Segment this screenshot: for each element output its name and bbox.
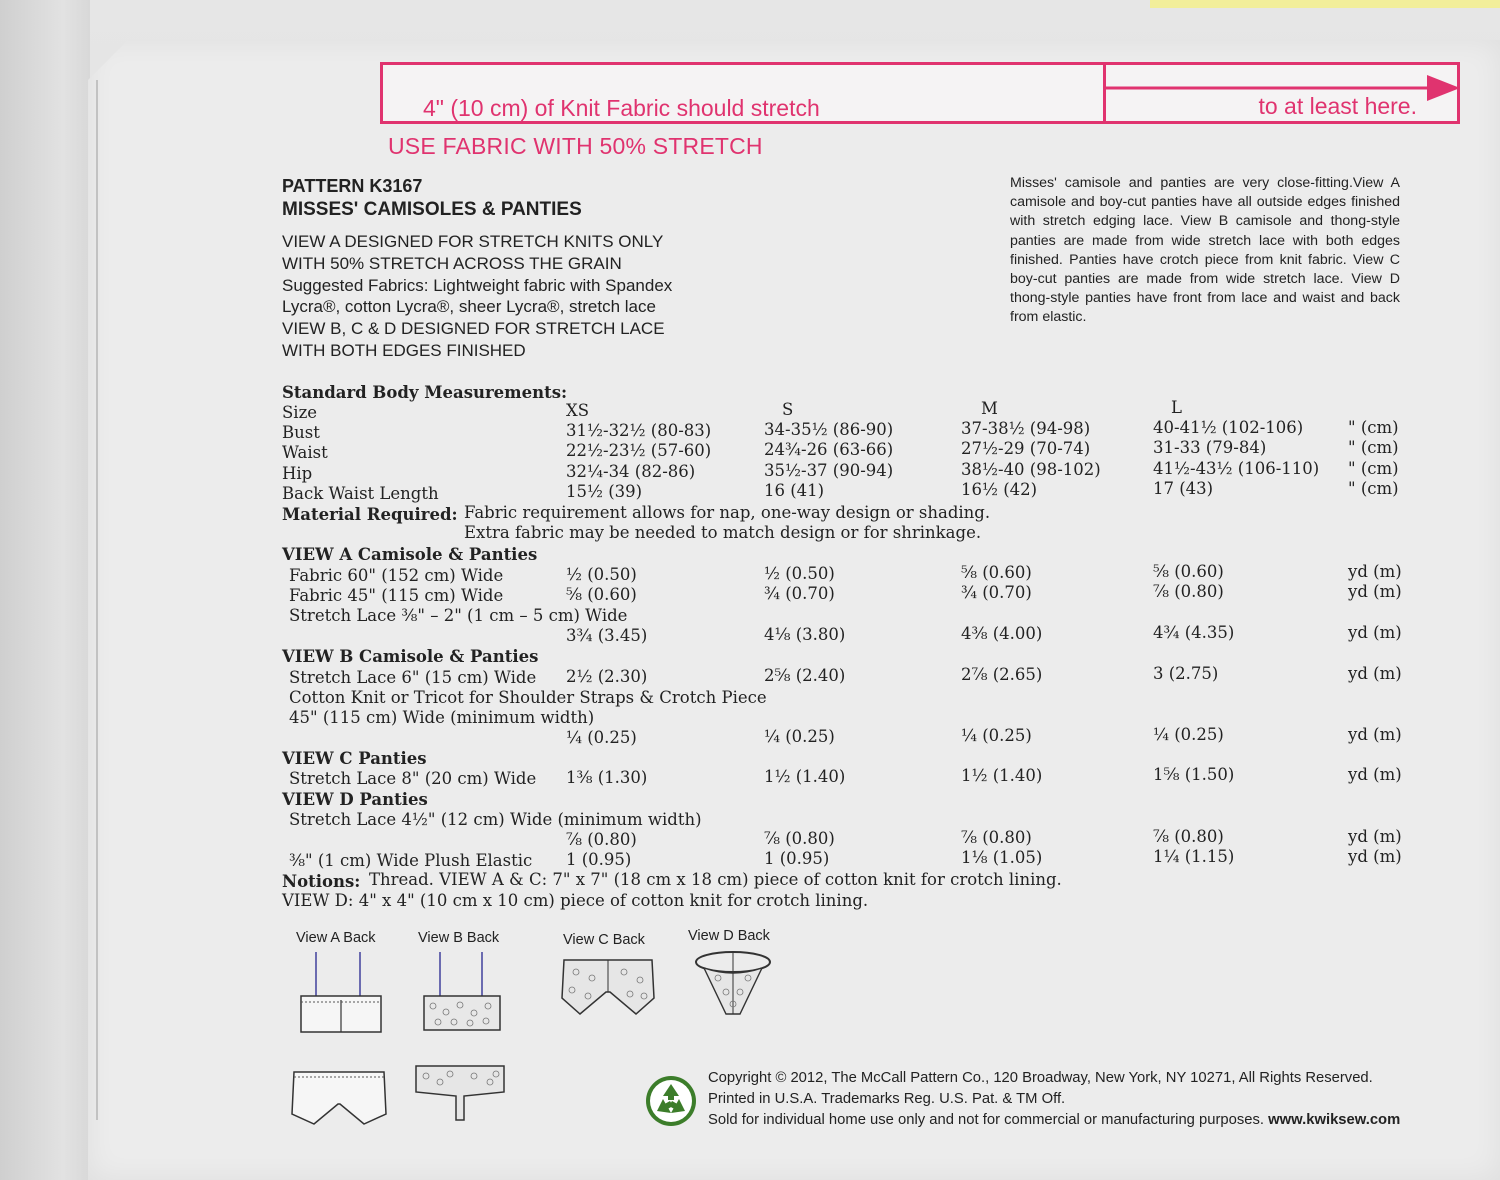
notions-label: Notions: bbox=[282, 872, 361, 891]
fabric-info-line: Suggested Fabrics: Lightweight fabric with Spandex bbox=[282, 275, 673, 295]
yardage-value: ½ (0.50) bbox=[764, 564, 835, 583]
notions-text: VIEW D: 4" x 4" (10 cm x 10 cm) piece of cotton knit for crotch lining. bbox=[282, 891, 869, 910]
yardage-value: ¼ (0.25) bbox=[1153, 725, 1224, 744]
view-d-thong-sketch bbox=[692, 948, 774, 1024]
row-label: Stretch Lace ⅜" – 2" (1 cm – 5 cm) Wide bbox=[289, 606, 628, 625]
notions-text: Thread. VIEW A & C: 7" x 7" (18 cm x 18 cm) piece of cotton knit for crotch lining. bbox=[369, 870, 1062, 889]
yardage-value: ⅝ (0.60) bbox=[566, 585, 637, 604]
yardage-value: ½ (0.50) bbox=[566, 565, 637, 584]
unit-label: yd (m) bbox=[1348, 582, 1402, 601]
yardage-value: 4⅜ (4.00) bbox=[961, 624, 1043, 643]
yardage-value: 1¼ (1.15) bbox=[1153, 847, 1235, 866]
pattern-name: MISSES' CAMISOLES & PANTIES bbox=[282, 199, 582, 220]
unit-label: yd (m) bbox=[1348, 562, 1402, 581]
view-b-back-label: View B Back bbox=[418, 930, 500, 946]
copyright-block bbox=[708, 1068, 1400, 1131]
size-header: L bbox=[1171, 398, 1182, 417]
view-a-camisole-sketch bbox=[296, 950, 386, 1036]
yardage-value: ⅞ (0.80) bbox=[1153, 582, 1224, 601]
measurement-value: 37-38½ (94-98) bbox=[961, 419, 1091, 438]
row-label: Waist bbox=[282, 443, 328, 462]
view-a-title: VIEW A Camisole & Panties bbox=[282, 545, 538, 564]
material-label: Material Required: bbox=[282, 505, 458, 524]
row-label: Back Waist Length bbox=[282, 484, 439, 503]
measurement-value: 27½-29 (70-74) bbox=[961, 439, 1091, 458]
yardage-value: 1⅜ (1.30) bbox=[566, 768, 648, 787]
row-label: Fabric 60" (152 cm) Wide bbox=[289, 566, 504, 585]
view-c-title: VIEW C Panties bbox=[282, 749, 427, 768]
view-d-back-label: View D Back bbox=[688, 928, 770, 944]
yardage-value: ⅝ (0.60) bbox=[1153, 562, 1224, 581]
yardage-value: ¼ (0.25) bbox=[764, 727, 835, 746]
highlight-mark bbox=[1150, 0, 1500, 8]
yardage-value: 3 (2.75) bbox=[1153, 664, 1219, 683]
fabric-info-line: VIEW A DESIGNED FOR STRETCH KNITS ONLY bbox=[282, 232, 664, 251]
unit-label: yd (m) bbox=[1348, 827, 1402, 846]
row-label: Cotton Knit or Tricot for Shoulder Straps & Crotch Piece bbox=[289, 688, 767, 707]
website-link[interactable]: www.kwiksew.com bbox=[1268, 1112, 1401, 1128]
unit-label: yd (m) bbox=[1348, 765, 1402, 784]
fabric-info-line: WITH 50% STRETCH ACROSS THE GRAIN bbox=[282, 253, 622, 273]
panel-fold-line bbox=[96, 80, 98, 1120]
row-label: Bust bbox=[282, 423, 320, 442]
unit-label: yd (m) bbox=[1348, 725, 1402, 744]
view-b-title: VIEW B Camisole & Panties bbox=[282, 647, 539, 666]
yardage-value: ⅞ (0.80) bbox=[1153, 827, 1224, 846]
yardage-value: 3¾ (3.45) bbox=[566, 626, 648, 645]
measurement-value: 31-33 (79-84) bbox=[1153, 438, 1267, 457]
yardage-value: ¾ (0.70) bbox=[961, 583, 1032, 602]
size-label: Size bbox=[282, 403, 318, 422]
size-header: M bbox=[981, 399, 998, 418]
measurement-value: 24¾-26 (63-66) bbox=[764, 440, 894, 459]
fabric-info-line: VIEW B, C & D DESIGNED FOR STRETCH LACE bbox=[282, 319, 665, 339]
yardage-value: 1½ (1.40) bbox=[764, 767, 846, 786]
unit-label: " (cm) bbox=[1348, 459, 1399, 478]
fabric-info bbox=[282, 231, 672, 362]
unit-label: yd (m) bbox=[1348, 847, 1402, 866]
envelope-left-edge bbox=[0, 0, 90, 1180]
size-header: XS bbox=[566, 401, 590, 420]
measurement-value: 22½-23½ (57-60) bbox=[566, 441, 712, 460]
view-d-title: VIEW D Panties bbox=[282, 790, 428, 809]
yardage-value: ¾ (0.70) bbox=[764, 584, 835, 603]
yardage-value: 2⅞ (2.65) bbox=[961, 665, 1043, 684]
view-a-back-label: View A Back bbox=[296, 930, 376, 946]
pattern-number: PATTERN K3167 bbox=[282, 176, 423, 196]
measurement-value: 16½ (42) bbox=[961, 480, 1038, 499]
stretch-gauge bbox=[380, 62, 1460, 124]
fabric-info-line: Lycra®, cotton Lycra®, sheer Lycra®, stretch lace bbox=[282, 297, 656, 317]
yardage-value: 4¾ (4.35) bbox=[1153, 623, 1235, 642]
measurement-value: 40-41½ (102-106) bbox=[1153, 418, 1304, 437]
measurement-value: 35½-37 (90-94) bbox=[764, 461, 894, 480]
measurement-value: 16 (41) bbox=[764, 481, 825, 500]
yardage-value: 1⅝ (1.50) bbox=[1153, 765, 1235, 784]
yardage-value: 1 (0.95) bbox=[566, 850, 632, 869]
row-label: Stretch Lace 6" (15 cm) Wide bbox=[289, 668, 537, 687]
yardage-value: 1⅛ (1.05) bbox=[961, 848, 1043, 867]
usage-line bbox=[708, 1110, 1400, 1131]
view-a-panties-sketch bbox=[288, 1064, 390, 1132]
measurement-value: 32¼-34 (82-86) bbox=[566, 462, 696, 481]
view-c-back-label: View C Back bbox=[563, 932, 645, 948]
yardage-value: ¼ (0.25) bbox=[961, 726, 1032, 745]
view-c-panties-sketch bbox=[558, 952, 658, 1022]
material-note: Fabric requirement allows for nap, one-way design or shading. bbox=[464, 503, 991, 522]
stretch-requirement: USE FABRIC WITH 50% STRETCH bbox=[388, 133, 763, 159]
row-label: Hip bbox=[282, 464, 313, 483]
measurements-heading: Standard Body Measurements: bbox=[282, 383, 568, 402]
unit-label: yd (m) bbox=[1348, 664, 1402, 683]
yardage-value: ¼ (0.25) bbox=[566, 728, 637, 747]
yardage-value: 1½ (1.40) bbox=[961, 766, 1043, 785]
row-label: Fabric 45" (115 cm) Wide bbox=[289, 586, 504, 605]
measurement-value: 15½ (39) bbox=[566, 482, 643, 501]
yardage-value: 2½ (2.30) bbox=[566, 667, 648, 686]
unit-label: " (cm) bbox=[1348, 418, 1399, 437]
measurement-value: 17 (43) bbox=[1153, 479, 1214, 498]
yardage-value: ⅞ (0.80) bbox=[961, 828, 1032, 847]
yardage-value: ⅞ (0.80) bbox=[566, 830, 637, 849]
measurement-value: 31½-32½ (80-83) bbox=[566, 421, 712, 440]
gauge-right-text: to at least here. bbox=[1258, 93, 1417, 119]
row-label: Stretch Lace 4½" (12 cm) Wide (minimum width) bbox=[289, 810, 702, 829]
usage-text: Sold for individual home use only and not for commercial or manufacturing purposes. bbox=[708, 1112, 1264, 1128]
row-label: 45" (115 cm) Wide (minimum width) bbox=[289, 708, 595, 727]
size-header: S bbox=[782, 400, 794, 419]
yardage-value: 1 (0.95) bbox=[764, 849, 830, 868]
gauge-left-text: 4" (10 cm) of Knit Fabric should stretch bbox=[423, 95, 820, 121]
measurement-value: 34-35½ (86-90) bbox=[764, 420, 894, 439]
yardage-value: 4⅛ (3.80) bbox=[764, 625, 846, 644]
trademark-line: Printed in U.S.A. Trademarks Reg. U.S. Pat. & TM Off. bbox=[708, 1091, 1066, 1107]
copyright-line: Copyright © 2012, The McCall Pattern Co., 120 Broadway, New York, NY 10271, All Rights Reserved. bbox=[708, 1070, 1373, 1086]
measurement-value: 41½-43½ (106-110) bbox=[1153, 459, 1320, 478]
pattern-description: Misses' camisole and panties are very close-fitting.View A camisole and boy-cut panties have all outside edges finished with stretch edging lace. View B camisole and thong-style panties are made from wide stretch lace with both edges finished. Panties have crotch piece from knit fabric. View C boy-cut panties are made from wide stretch lace. View D thong-style panties have front from lace and waist and back from elastic. bbox=[1010, 175, 1400, 326]
yardage-value: 2⅝ (2.40) bbox=[764, 666, 846, 685]
unit-label: yd (m) bbox=[1348, 623, 1402, 642]
fabric-info-line: WITH BOTH EDGES FINISHED bbox=[282, 340, 526, 360]
row-label: Stretch Lace 8" (20 cm) Wide bbox=[289, 769, 537, 788]
unit-label: " (cm) bbox=[1348, 479, 1399, 498]
yardage-value: ⅞ (0.80) bbox=[764, 829, 835, 848]
measurement-value: 38½-40 (98-102) bbox=[961, 460, 1101, 479]
view-b-thong-sketch bbox=[412, 1062, 508, 1124]
material-note: Extra fabric may be needed to match design or for shrinkage. bbox=[464, 523, 982, 542]
yardage-value: ⅝ (0.60) bbox=[961, 563, 1032, 582]
row-label: ⅜" (1 cm) Wide Plush Elastic bbox=[289, 851, 533, 870]
recycle-icon bbox=[645, 1075, 697, 1127]
view-b-camisole-sketch bbox=[418, 950, 508, 1036]
unit-label: " (cm) bbox=[1348, 438, 1399, 457]
